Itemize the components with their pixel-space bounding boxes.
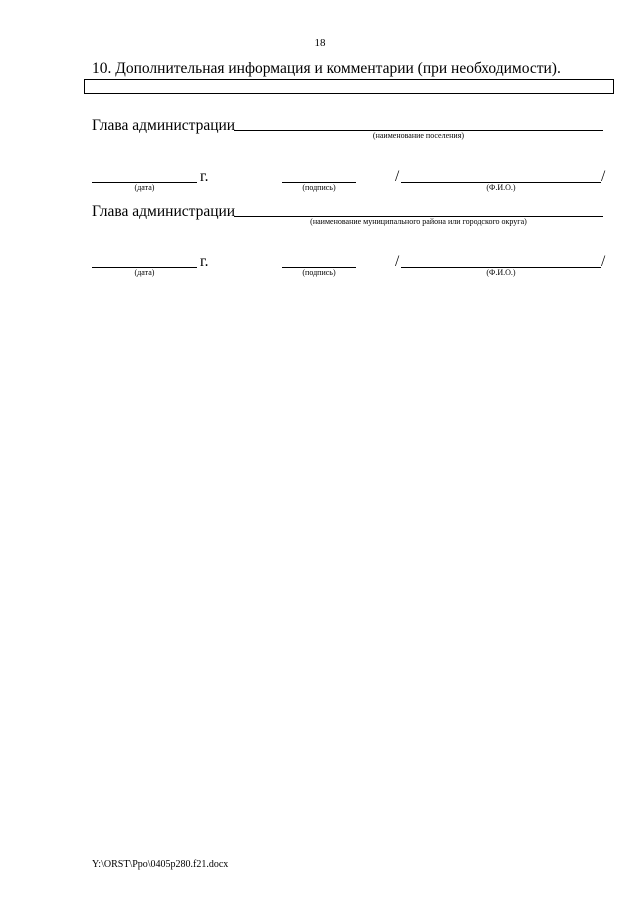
- date-caption: (дата): [134, 183, 155, 192]
- head-label: Глава администрации: [92, 203, 236, 220]
- fio-caption: (Ф.И.О.): [486, 268, 516, 277]
- fio-slash-left: /: [395, 168, 400, 185]
- fio-slash-right: /: [601, 253, 606, 270]
- signature-caption: (подпись): [302, 183, 336, 192]
- year-suffix: г.: [200, 253, 209, 270]
- signature-caption: (подпись): [302, 268, 336, 277]
- district-name-caption: (наименование муниципального района или городского округа): [310, 217, 527, 226]
- settlement-name-caption: (наименование поселения): [372, 131, 465, 140]
- date-caption: (дата): [134, 268, 155, 277]
- fio-slash-right: /: [601, 168, 606, 185]
- fio-slash-left: /: [395, 253, 400, 270]
- comments-box[interactable]: [84, 79, 614, 94]
- head-label: Глава администрации: [92, 117, 236, 134]
- section-title: 10. Дополнительная информация и комментарии (при необходимости).: [92, 60, 561, 77]
- page-number: 18: [314, 37, 326, 49]
- year-suffix: г.: [200, 168, 209, 185]
- file-path-footer: Y:\ORST\Ppo\0405p280.f21.docx: [92, 859, 229, 870]
- fio-caption: (Ф.И.О.): [486, 183, 516, 192]
